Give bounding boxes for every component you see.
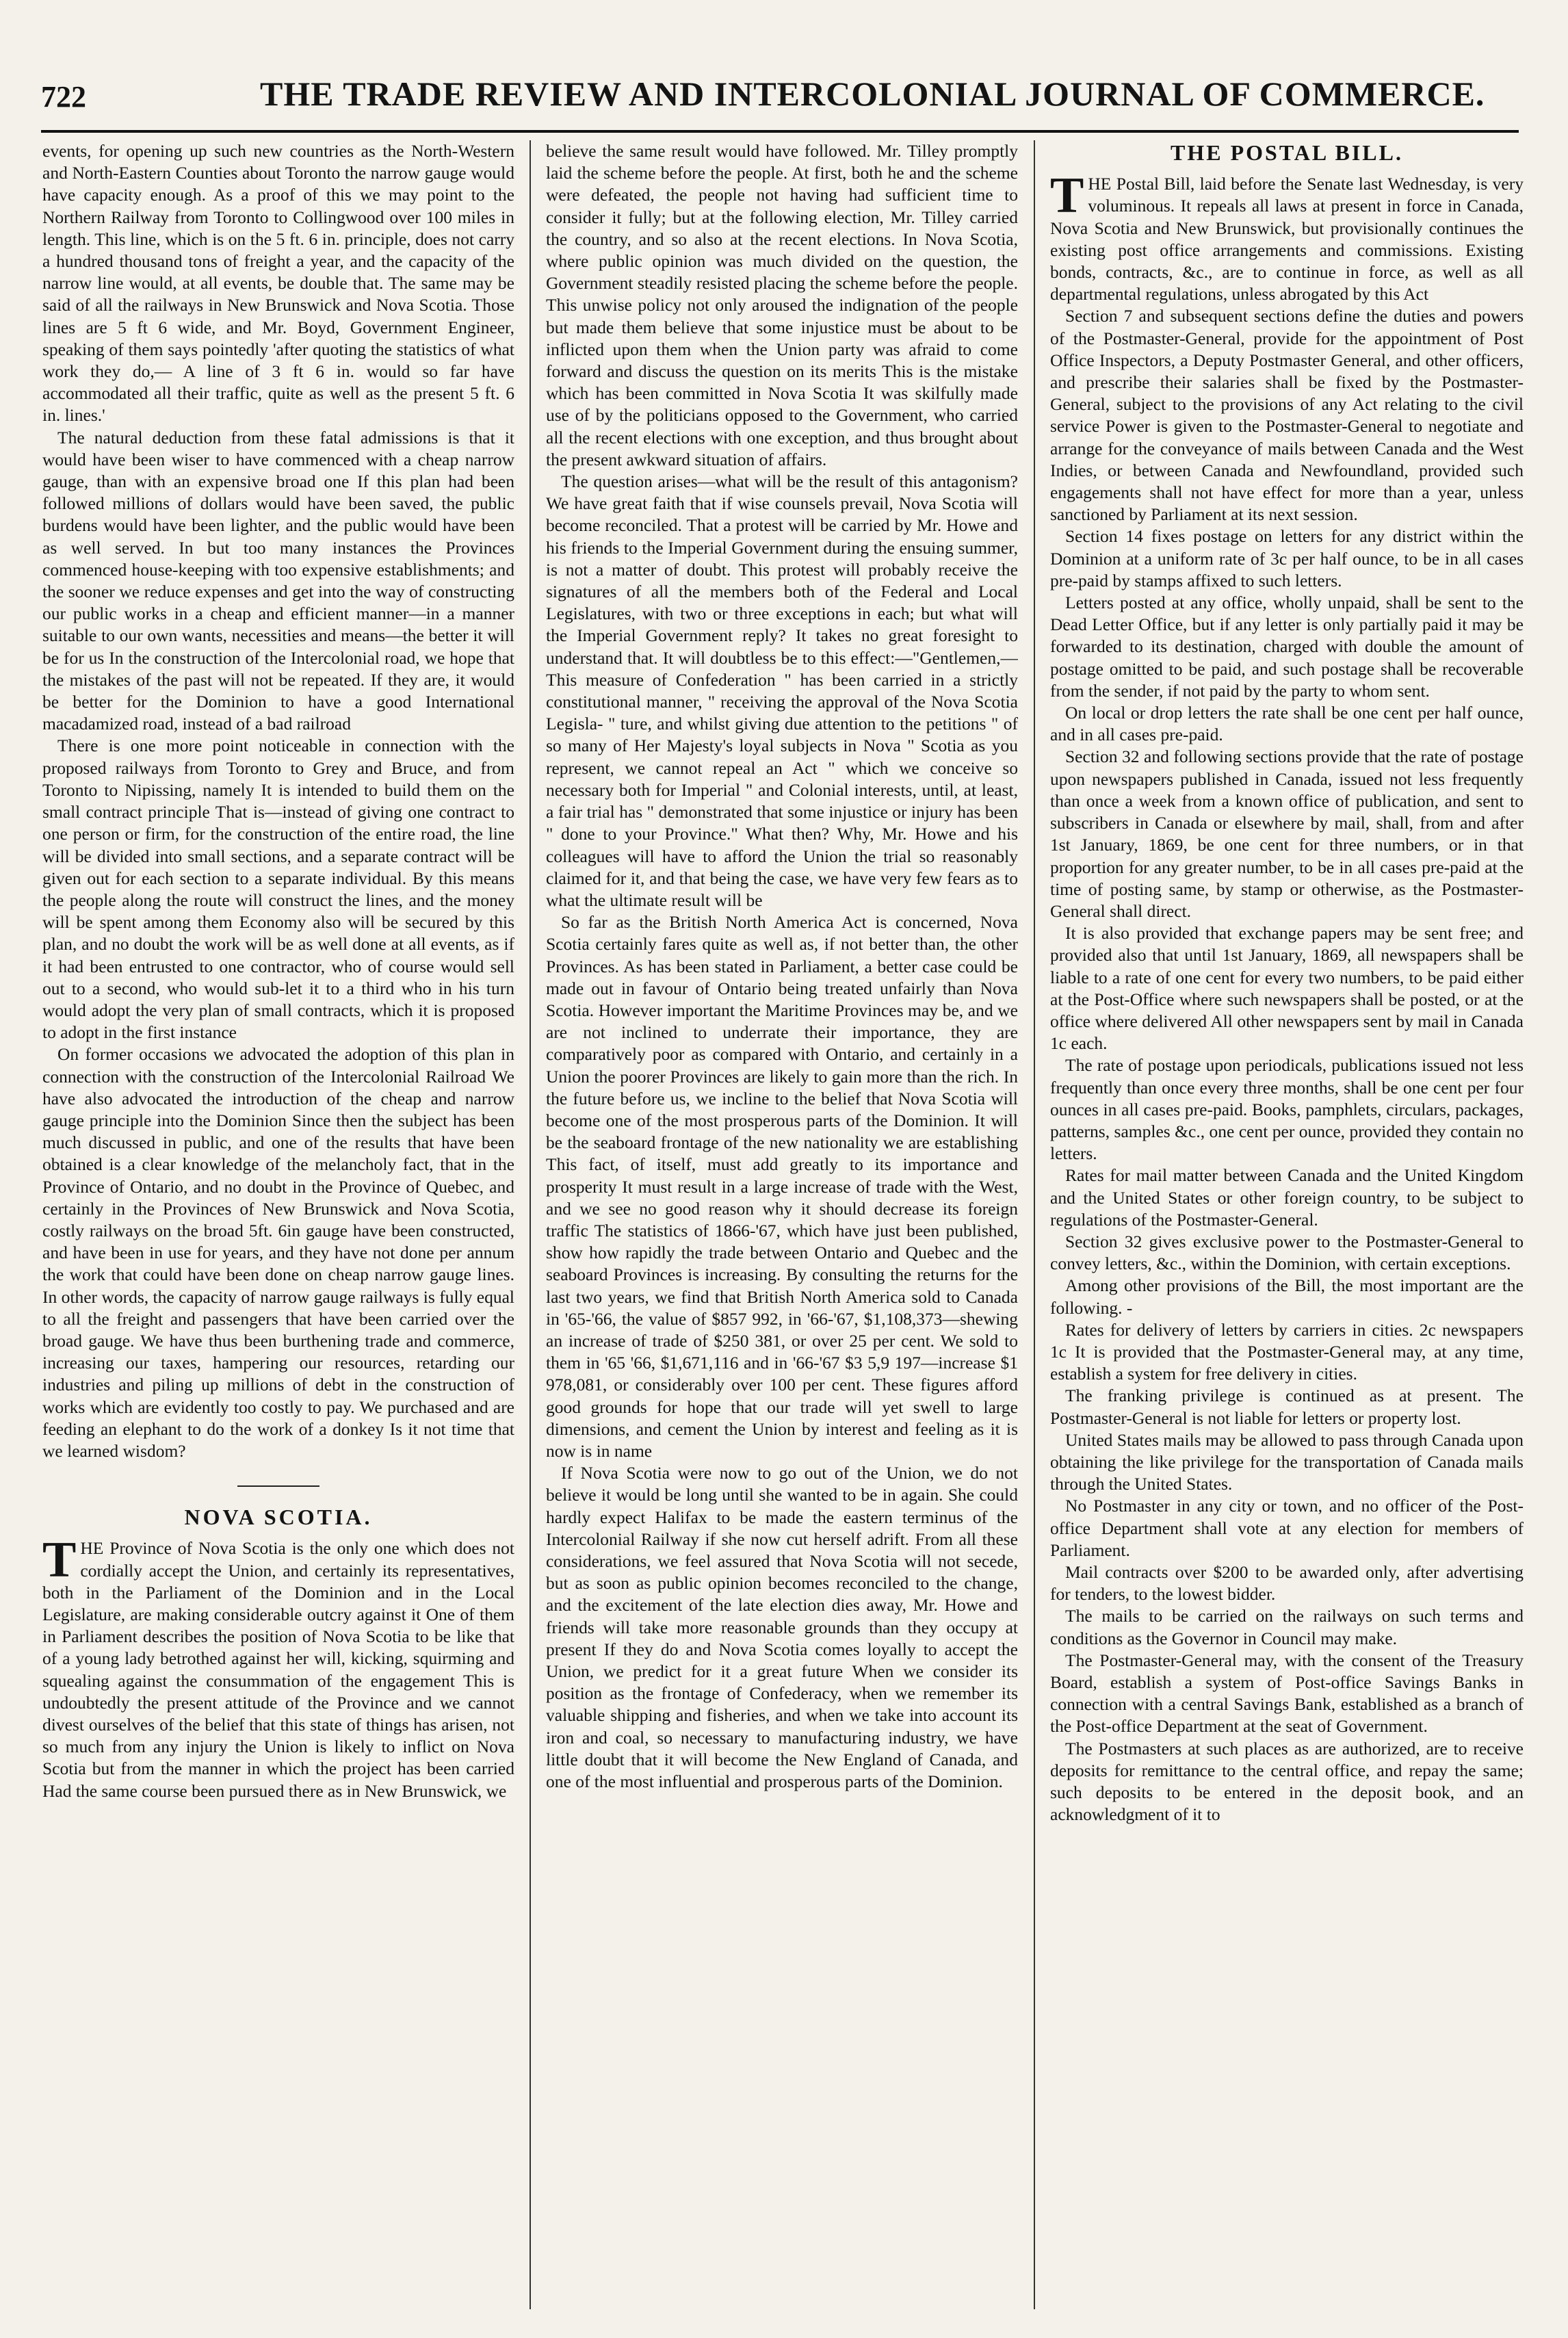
- column-2: [546, 140, 1018, 2309]
- paragraph: If Nova Scotia were now to go out of the Union, we do not believe it would be long until she wanted to be in again. She could hardly expect Halifax to be made the eastern terminus of the Intercolonial Railway if she now cut herself adrift. From all these considerations, we feel assured that Nova Scotia will not secede, but as soon as public opinion becomes reconciled to the change, and the excitement of the late election dies away, Mr. Howe and friends will take more reasonable grounds than they occupy at present If they do and Nova Scotia comes loyally to accept the Union, we predict for it a great future When we consider its position as the frontage of Confederacy, when we remember its valuable shipping and fisheries, and when we take into account its iron and coal, so necessary to manufacturing industry, we have little doubt that it will become the New England of Canada, and one of the most influential and prosperous parts of the Dominion.: [546, 1463, 1018, 1792]
- page-header: [41, 74, 1519, 122]
- paragraph: The Postmasters at such places as are authorized, are to receive deposits for remittance to the central office, and repay the same; such deposits to be entered in the deposit book, and an acknowledgment of it to: [1050, 1738, 1524, 1825]
- page-number: 722: [41, 80, 86, 114]
- paragraph-text: HE Postal Bill, laid before the Senate last Wednesday, is very voluminous. It repeals all laws at present in force in Canada, Nova Scotia and New Brunswick, but provisionally continues the existing post office arrangements and commissions. Existing bonds, contracts, &c., are to continue in force, as well as all departmental regulations, unless abrogated by this Act: [1050, 174, 1524, 304]
- paragraph: The Postmaster-General may, with the consent of the Treasury Board, establish a system of Post-office Savings Banks in connection with a central Savings Bank, established as a branch of the Post-office Department at the seat of Government.: [1050, 1650, 1524, 1737]
- paragraph: Section 7 and subsequent sections define the duties and powers of the Postmaster-General, provide for the appointment of Post Office Inspectors, a Deputy Postmaster General, and other officers, and prescribe their salaries shall be fixed by the Postmaster-General, subject to the provisions of any Act relating to the civil service Power is given to the Postmaster-General to negotiate and arrange for the conveyance of mails between Canada and the West Indies, or between Canada and Newfoundland, provided such engagements shall not have effect for more than a year, unless sanctioned by Parliament at its next session.: [1050, 306, 1524, 525]
- section-divider: [237, 1485, 319, 1487]
- paragraph: The rate of postage upon periodicals, publications issued not less frequently than once every three months, shall be one cent per four ounces in all cases pre-paid. Books, pamphlets, circulars, packages, patterns, samples &c., one cent per ounce, provided they contain no letters.: [1050, 1055, 1524, 1164]
- column-1: [42, 140, 514, 2309]
- paragraph-text: HE Province of Nova Scotia is the only one which does not cordially accept the Union, and certainly its representatives, both in the Parliament of the Dominion and in the Local Legislature, are making considerable outcry against it One of them in Parliament describes the position of Nova Scotia to be like that of a young lady betrothed against her will, kicking, squirming and squealing against the consummation of the engagement This is undoubtedly the present attitude of the Province and we cannot divest ourselves of the belief that this state of things has arisen, not so much from any injury the Union is likely to inflict on Nova Scotia but from the manner in which the project has been carried Had the same course been pursued there as in New Brunswick, we: [42, 1538, 514, 1801]
- paragraph: Section 32 gives exclusive power to the Postmaster-General to convey letters, &c., within the Dominion, with certain exceptions.: [1050, 1231, 1524, 1274]
- paragraph: The mails to be carried on the railways on such terms and conditions as the Governor in Council may make.: [1050, 1606, 1524, 1648]
- paragraph: No Postmaster in any city or town, and no officer of the Post-office Department shall vote at any election for members of Parliament.: [1050, 1496, 1524, 1560]
- nova-scotia-paragraph: [42, 1532, 514, 1802]
- column-divider: [530, 140, 531, 2309]
- paragraph: United States mails may be allowed to pass through Canada upon obtaining the like privilege for the transportation of Canada mails through the United States.: [1050, 1429, 1524, 1494]
- column-3: [1050, 140, 1524, 2309]
- drop-cap: T: [42, 1532, 77, 1589]
- paragraph: There is one more point noticeable in connection with the proposed railways from Toronto to Grey and Bruce, and from Toronto to Nipissing, namely It is intended to build them on the small contract principle That is—instead of giving one contract to one person or firm, for the construction of the entire road, the line will be divided into small sections, and a separate contract will be given out for each section to a separate individual. By this means the people along the route will construct the lines, and the money will be spent among them Economy also will be secured by this plan, and no doubt the work will be as well done at all events, as if it had been entrusted to one contractor, who of course would sell out to a second, who would sub-let it to a third who in his turn would adopt the very plan of small contracts, which it is proposed to adopt in the first instance: [42, 736, 514, 1043]
- paragraph: events, for opening up such new countries as the North-Western and North-Eastern Counties about Toronto the narrow gauge would have capacity enough. As a proof of this we may point to the Northern Railway from Toronto to Collingwood over 100 miles in length. This line, which is on the 5 ft. 6 in. principle, does not carry a hundred thousand tons of freight a year, and the capacity of the narrow line would, at all events, be double that. The same may be said of all the railways in New Brunswick and Nova Scotia. Those lines are 5 ft 6 wide, and Mr. Boyd, Government Engineer, speaking of them says pointedly 'after quoting the statistics of what work they do,— A line of 3 ft 6 in. would so far have accommodated all their traffic, quite as well as the present 5 ft. 6 in. lines.': [42, 141, 514, 426]
- paragraph: On local or drop letters the rate shall be one cent per half ounce, and in all cases pre-paid.: [1050, 703, 1524, 745]
- paragraph: So far as the British North America Act is concerned, Nova Scotia certainly fares quite as well as, if not better than, the other Provinces. As has been stated in Parliament, a better case could be made out in favour of Ontario being treated unfairly than Nova Scotia. However important the Maritime Provinces may be, and we are not inclined to underrate their importance, they are comparatively poor as compared with Ontario, and certainly in a Union the poorer Provinces are likely to gain more than the rich. In the future before us, we incline to the belief that Nova Scotia will become one of the most prosperous parts of the Dominion. It will be the seaboard frontage of the new nationality we are establishing This fact, of itself, must add greatly to its importance and prosperity It must result in a large increase of trade with the West, and we see no good reason why it should decrease its foreign traffic The statistics of 1866-'67, which have just been published, show how rapidly the trade between Ontario and Quebec and the seaboard Provinces is increasing. By consulting the returns for the last two years, we find that British North America sold to Canada in '65-'66, the value of $857 992, in '66-'67, $1,108,373—shewing an increase of trade of $250 381, or over 25 per cent. We sold to them in '65 '66, $1,671,116 and in '66-'67 $3 5,9 197—increase $1 978,081, or considerably over 100 per cent. These figures afford good grounds for hope that our trade will yet swell to large dimensions, and cement the Union by interest and feeling as it is now is in name: [546, 912, 1018, 1461]
- paragraph: Section 32 and following sections provide that the rate of postage upon newspapers published in Canada, issued not less frequently than once a week from a known office of publication, and sent to subscribers in Canada or elsewhere by mail, shall, from and after 1st January, 1869, be one cent for three numbers, or in that proportion for any greater number, to be in all cases pre-paid at the time of posting same, by stamp or otherwise, as the Postmaster-General shall direct.: [1050, 746, 1524, 921]
- drop-cap: T: [1050, 168, 1084, 224]
- paragraph: Section 14 fixes postage on letters for any district within the Dominion at a uniform rate of 3c per half ounce, to be in all cases pre-paid by stamps affixed to such letters.: [1050, 526, 1524, 590]
- postal-bill-heading: THE POSTAL BILL.: [1171, 140, 1403, 165]
- postal-bill-lead-paragraph: [1050, 168, 1524, 305]
- nova-scotia-heading: NOVA SCOTIA.: [184, 1505, 373, 1530]
- paragraph: It is also provided that exchange papers may be sent free; and provided also that until 1st January, 1869, all newspapers shall be liable to a rate of one cent for every two numbers, to be paid either at the Post-Office where such newspapers shall be posted, or at the office where delivered All other newspapers sent by mail in Canada 1c each.: [1050, 923, 1524, 1054]
- running-title: THE TRADE REVIEW AND INTERCOLONIAL JOURNAL OF COMMERCE.: [260, 75, 1485, 113]
- paragraph: Rates for delivery of letters by carriers in cities. 2c newspapers 1c It is provided that the Postmaster-General may, at any time, establish a system for free delivery in cities.: [1050, 1319, 1524, 1384]
- paragraph: Among other provisions of the Bill, the most important are the following. -: [1050, 1275, 1524, 1318]
- paragraph: Rates for mail matter between Canada and the United Kingdom and the United States or other foreign country, to be subject to regulations of the Postmaster-General.: [1050, 1165, 1524, 1230]
- paragraph: Mail contracts over $200 to be awarded only, after advertising for tenders, to the lowest bidder.: [1050, 1562, 1524, 1605]
- paragraph: believe the same result would have followed. Mr. Tilley promptly laid the scheme before the people. At first, both he and the scheme were defeated, the people not having had sufficient time to consider it fully; but at the following election, Mr. Tilley carried the country, and so also at the recent elections. In Nova Scotia, where public opinion was much divided on the question, the Government steadily resisted placing the scheme before the people. This unwise policy not only aroused the indignation of the people but made them believe that some injustice must be about to be inflicted upon them when the Union party was afraid to come forward and discuss the question on its merits This is the mistake which has been committed in Nova Scotia It was skilfully made use of by the politicians opposed to the Government, who carried all the recent elections with one exception, and thus brought about the present awkward situation of affairs.: [546, 141, 1018, 469]
- paragraph: The franking privilege is continued as at present. The Postmaster-General is not liable for letters or property lost.: [1050, 1386, 1524, 1428]
- paragraph: Letters posted at any office, wholly unpaid, shall be sent to the Dead Letter Office, but if any letter is only partially paid it may be forwarded to its destination, charged with double the amount of postage omitted to be paid, and such postage shall be recoverable from the sender, if not paid by the party to whom sent.: [1050, 593, 1524, 701]
- header-rule: [41, 130, 1519, 133]
- paragraph: The natural deduction from these fatal admissions is that it would have been wiser to have commenced with a cheap narrow gauge, than with an expensive broad one If this plan had been followed millions of dollars would have been saved, the public burdens would have been lighter, and the public would have been as well served. In but too many instances the Provinces commenced house-keeping with too expensive establishments; and the sooner we reduce expenses and get into the way of constructing our public works in a cheap and efficient manner—in a manner suitable to our own wants, necessities and means—the better it will be for us In the construction of the Intercolonial road, we hope that the mistakes of the past will not be repeated. If they are, it would be better for the Dominion to have a good International macadamized road, instead of a bad railroad: [42, 427, 514, 734]
- paragraph: On former occasions we advocated the adoption of this plan in connection with the construction of the Intercolonial Railroad We have also advocated the introduction of the cheap and narrow gauge principle into the Dominion Since then the subject has been much discussed in public, and one of the results that have been obtained is a clear knowledge of the melancholy fact, that in the Province of Ontario, and no doubt in the Province of Quebec, and certainly in the Provinces of New Brunswick and Nova Scotia, costly railways on the broad 5ft. 6in gauge have been constructed, and have been in use for years, and they have not done per annum the work that could have been done on cheap narrow gauge lines. In other words, the capacity of narrow gauge railways is fully equal to all the freight and passengers that have been carried over the broad gauge. We have thus been burthening trade and commerce, increasing our taxes, hampering our resources, retarding our industries and piling up millions of debt in the construction of works which are evidently too costly to pay. We purchased and are feeding an elephant to do the work of a donkey Is it not time that we learned wisdom?: [42, 1044, 514, 1461]
- paragraph: The question arises—what will be the result of this antagonism? We have great faith that if wise counsels prevail, Nova Scotia will become reconciled. That a protest will be carried by Mr. Howe and his friends to the Imperial Government during the ensuing summer, is not a matter of doubt. This protest will probably receive the signatures of all the members both of the Federal and Local Legislatures, with two or three exceptions in each; but what will the Imperial Government reply? It takes no great foresight to understand that. It will doubtless be to this effect:—"Gentlemen,—This measure of Confederation " has been carried in a strictly constitutional manner, " receiving the approval of the Nova Scotia Legisla- " ture, and whilst giving due attention to the petitions " of so many of Her Majesty's loyal subjects in Nova " Scotia as you represent, we cannot repeal an Act " which we conceive so necessary both for Imperial " and Colonial interests, until, at least, a fair trial has " demonstrated that some injustice or injury has been " done to your Province." What then? Why, Mr. Howe and his colleagues will have to afford the Union the trial so reasonably claimed for it, and that being the case, we have very few fears as to what the ultimate result will be: [546, 471, 1018, 910]
- column-divider: [1034, 140, 1035, 2309]
